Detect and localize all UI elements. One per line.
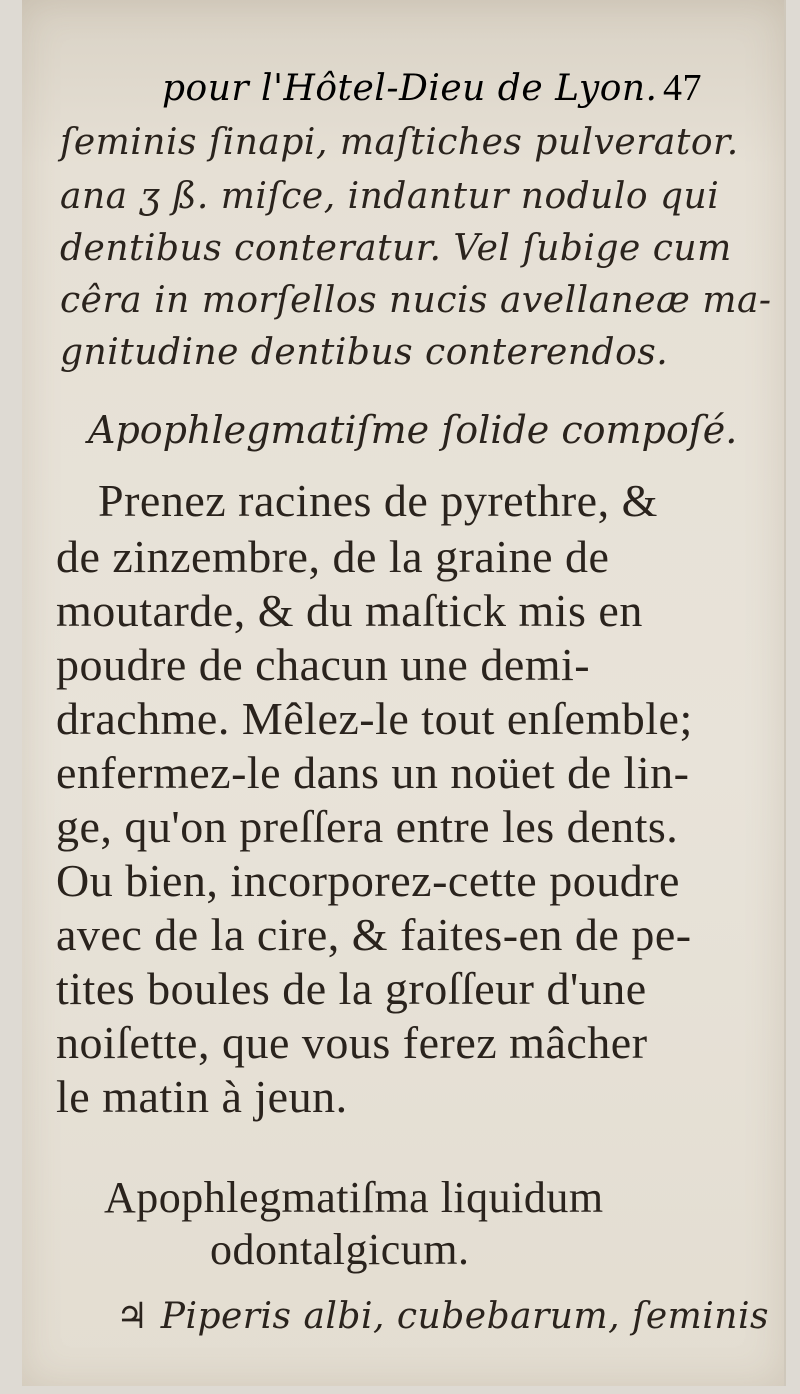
body-line: Ou bien, incorporez-cette poudre — [56, 855, 680, 906]
section-heading: Apophlegmatiſme ſolide compoſé. — [88, 408, 738, 452]
body-line: noiſette, que vous ferez mâcher — [56, 1017, 648, 1068]
body-line: ge, qu'on preſſera entre les dents. — [56, 801, 679, 852]
book-page — [22, 0, 786, 1386]
page-number: 47 — [663, 67, 702, 109]
body-line: avec de la cire, & faites-en de pe- — [56, 909, 692, 960]
latin-line: cêra in morſellos nucis avellaneæ ma- — [60, 280, 772, 321]
body-line: Prenez racines de pyrethre, & — [98, 475, 658, 526]
section2-heading-line1: Apophlegmatiſma liquidum — [104, 1173, 604, 1222]
body-line: moutarde, & du maſtick mis en — [56, 585, 643, 636]
running-title: pour l'Hôtel-Dieu de Lyon. — [162, 68, 658, 109]
recipe-first-line: ♃ Piperis albi, cubebarum, ſeminis — [116, 1296, 769, 1337]
body-line: enfermez-le dans un noüet de lin- — [56, 747, 690, 798]
body-line: de zinzembre, de la graine de — [56, 531, 610, 582]
latin-line: gnitudine dentibus conterendos. — [60, 332, 669, 373]
latin-line: ana ʒ ß. miſce, indantur nodulo qui — [60, 176, 720, 217]
latin-line: ſeminis ſinapi, maſtiches pulverator. — [60, 122, 739, 163]
body-line: tites boules de la groſſeur d'une — [56, 963, 647, 1014]
body-line: poudre de chacun une demi- — [56, 639, 591, 690]
page-header — [162, 66, 702, 110]
body-line: le matin à jeun. — [56, 1071, 348, 1122]
body-line: drachme. Mêlez-le tout enſemble; — [56, 693, 693, 744]
latin-line: dentibus conteratur. Vel ſubige cum — [60, 228, 732, 269]
section2-heading-line2: odontalgicum. — [210, 1225, 470, 1274]
